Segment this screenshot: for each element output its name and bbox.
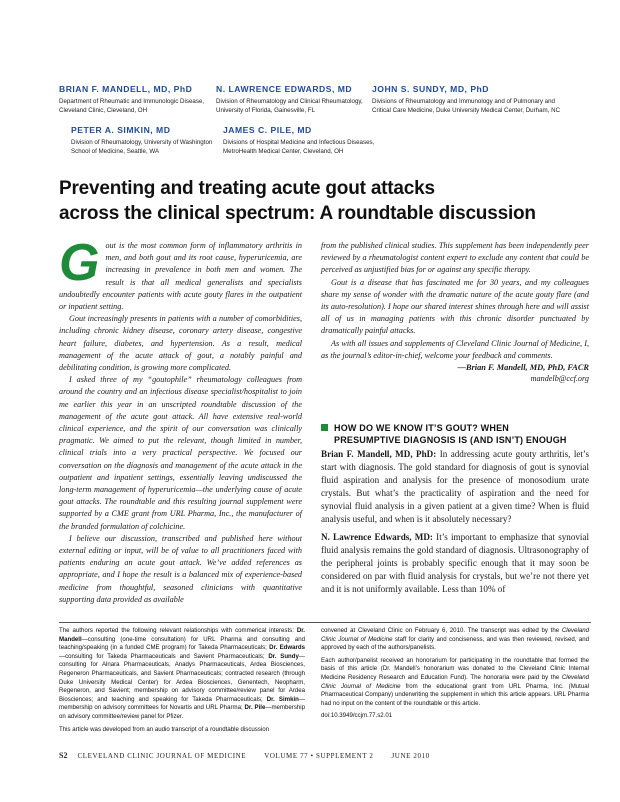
dialogue-paragraph (321, 531, 589, 596)
journal-name: Cleveland Clinic Journal of Medicine (321, 627, 589, 643)
signature-email: mandelb@ccf.org (530, 374, 589, 384)
page-number: S2 (59, 751, 68, 760)
intro-paragraph: I believe our discussion, transcribed and published here without external editing or input, will be of value to all practitioners faced with patients enduring an acute gout attack. We’ve added references as appropriate, and I hope the result is a balanced mix of experience-based medicine from thoughtful, seasoned clinicians with quantitative supporting data provided as available (59, 533, 302, 604)
author-affiliation: Division of Rheumatology, University of Washington School of Medicine, Seattle, WA (71, 139, 213, 155)
author-name: N. LAWRENCE EDWARDS, MD (216, 84, 353, 94)
speaker-name: N. Lawrence Edwards, MD: (321, 532, 433, 543)
dialogue-text: It’s important to emphasize that synovial fluid analysis remains the gold standard of diagnosis. Ultrasonography of the peripheral joints is probably specific enough that it may soon be considered on par with fluid analysis for crystals, but we’re not there yet and it is not uniformly available. Less than 10% of (321, 532, 590, 595)
footnotes-left (59, 627, 305, 738)
author-name: JOHN S. SUNDY, MD, PhD (372, 84, 490, 94)
disclosure-text: —consulting for Alnara Pharmaceuticals, Anadys Pharmaceuticals, Ardea Biosciences, Regeneron Pharmaceuticals, and Savient Pharmaceuticals; contracted research (through Duke University Medical Center) for Ardea Biosciences, Genentech, Neopharm, Regeneron, and Savient; membership on advisory committee/review panel for Ardea Biosciences; and teaching and speaking for Takeda Pharmaceuticals; (59, 652, 305, 703)
footnote-text: staff for clarity and conciseness, and was then reviewed, revised, and approved by each of the authors/panelists. (321, 635, 589, 652)
section-bullet-icon (321, 424, 328, 431)
intro-paragraph: I asked three of my “goutophile” rheumatology colleagues from around the country and an infectious disease specialist/hospitalist to join me earlier this year in an unscripted roundtable discussion of the management of the acute gout attack. All have extensive real-world clinical experience, and the spirit of our conversation was clinically pragmatic. We aimed to put the relevant, though limited in number, clinical trials into a very practical perspective. We focused our conversation on the diagnosis and management of the acute attack in the outpatient and inpatient settings, essentially leaving undiscussed the long-term management of hyperuricemia—the underlying cause of acute gout attacks. The roundtable and this resulting journal supplement were supported by a CME grant from URL Pharma, Inc., the manufacturer of the branded formulation of colchicine. (59, 375, 302, 531)
intro-left-column (59, 234, 302, 606)
disclosure-text: —consulting for Takeda Pharmaceuticals and Savient Pharmaceuticals; (59, 652, 265, 660)
speaker-name: Brian F. Mandell, MD, PhD: (321, 449, 437, 459)
disclosure-paragraph (59, 627, 305, 722)
intro-paragraph: As with all issues and supplements of Cleveland Clinic Journal of Medicine, I, as the journal’s editor-in-chief, welcome your feedback and comments. (321, 338, 589, 360)
article-title (59, 176, 599, 226)
author-affiliation: Divisions of Hospital Medicine and Infectious Diseases, MetroHealth Medical Center, Cleveland, OH (223, 139, 375, 155)
issue-date: JUNE 2010 (391, 752, 430, 760)
section-body (321, 448, 589, 602)
heading-line: HOW DO WE KNOW IT’S GOUT? WHEN (334, 423, 509, 433)
page-footer (59, 751, 599, 760)
journal-name: Cleveland Clinic Journal of Medicine (321, 673, 589, 690)
disclosure-name: Dr. Edwards (269, 644, 305, 652)
author-simkin (71, 125, 221, 156)
signature: —Brian F. Mandell, MD, PhD, FACR (457, 363, 589, 373)
footnote-text: convened at Cleveland Clinic on February 6, 2010. The transcript was edited by the (321, 627, 562, 634)
title-line: across the clinical spectrum: A roundtable discussion (59, 203, 536, 224)
author-name: BRIAN F. MANDELL, MD, PhD (59, 84, 193, 94)
author-pile (223, 125, 393, 156)
volume-info: VOLUME 77 • SUPPLEMENT 2 (264, 752, 374, 760)
doi: doi:10.3949/ccjm.77.s2.01 (321, 712, 393, 720)
intro-first-paragraph (59, 234, 302, 313)
disclosure-name: Dr. Sundy (268, 652, 299, 660)
section-heading (321, 422, 591, 446)
author-sundy (372, 84, 572, 115)
author-affiliation: Divisions of Rheumatology and Immunology and of Pulmonary and Critical Care Medicine, Duke University Medical Center, Durham, NC (372, 98, 561, 114)
dialogue-paragraph (321, 448, 589, 525)
disclosure-text: —consulting (one-time consultation) for URL Pharma and consulting and teaching/speaking (in a funded CME program) for Takeda Pharmaceuticals; (59, 635, 305, 652)
author-edwards (216, 84, 368, 115)
intro-right-column (321, 240, 589, 384)
title-line: Preventing and treating acute gout attacks (59, 178, 435, 199)
disclosure-text: —membership on advisory committee/review panel for Pfizer. (59, 704, 305, 720)
disclosure-name: Dr. Pile (244, 704, 266, 712)
intro-paragraph: from the published clinical studies. This supplement has been independently peer reviewed by a rheumatologist content expert to exclude any content that could be perceived as unjustified bias for or against any specific therapy. (321, 241, 589, 275)
footnote-paragraph (321, 657, 589, 709)
footnote-text: from the educational grant from URL Pharma, Inc. (Mutual Pharmaceutical Company) underwriting the supplement in which this article appears. URL Pharma had no input on the content of the roundtable or this article. (321, 682, 590, 707)
disclosure-intro: The authors reported the following relevant relationships with commerical interests: (59, 627, 294, 634)
footnote-text: Each author/panelist received an honorarium for participating in the roundtable that formed the basis of this article (Dr. Mandell’s honorarium was donated to the Cleveland Clinic Internal Medicine Residency Research and Education Fund). The honoraria were paid by the (321, 656, 589, 681)
disclosure-name: Dr. Mandell (59, 627, 306, 643)
dialogue-text: In addressing acute gouty arthritis, let’s start with diagnosis. The gold standard for diagnosis of gout is synovial fluid aspiration and analysis for the presence of monosodium urate crystals. But what’s the practicality of aspiration and the need for synovial fluid analysis in a given patient at a given time? When is fluid analysis useful, and when is it absolutely necessary? (321, 449, 589, 524)
author-name: PETER A. SIMKIN, MD (71, 125, 171, 135)
drop-cap: G (59, 234, 100, 292)
intro-paragraph: Gout increasingly presents in patients with a number of comorbidities, including chronic kidney disease, coronary artery disease, congestive heart failure, diabetes, and hypertension. As a result, medical management of the acute attack of gout, a notably painful and debilitating condition, is growing more complicated. (59, 314, 302, 373)
footnote-divider (59, 622, 591, 623)
heading-line: PRESUMPTIVE DIAGNOSIS IS (AND ISN’T) ENOUGH (334, 435, 567, 445)
journal-title: CLEVELAND CLINIC JOURNAL OF MEDICINE (77, 752, 247, 760)
author-affiliation: Department of Rheumatic and Immunologic Disease, Cleveland Clinic, Cleveland, OH (59, 98, 205, 114)
intro-paragraph: out is the most common form of inflammatory arthritis in men, and both gout and its root cause, hyperuricemia, are increasing in prevalence in both men and women. The result is that all medical generalists and specialists undoubtedly encounter patients with acute gouty flares in the outpatient or inpatient setting. (59, 241, 302, 312)
footnotes-right (321, 627, 589, 725)
author-mandell (59, 84, 209, 115)
footnote-paragraph: This article was developed from an audio transcript of a roundtable discussion (59, 725, 270, 733)
disclosure-text: —membership on advisory committees for Novartis and URL Pharma; (59, 695, 305, 712)
disclosure-name: Dr. Simkin (266, 695, 299, 703)
footnote-paragraph (321, 627, 589, 653)
author-affiliation: Division of Rheumatology and Clinical Rheumatology, University of Florida, Gainesville, FL (216, 98, 363, 114)
author-name: JAMES C. PILE, MD (223, 125, 312, 135)
intro-paragraph: Gout is a disease that has fascinated me for 30 years, and my colleagues share my sense of wonder with the dramatic nature of the acute gouty flare (and its auto-resolution). I hope our shared interest shines through here and will assist all of us in managing patients with this chronic disorder punctuated by dramatically painful attacks. (321, 277, 589, 336)
